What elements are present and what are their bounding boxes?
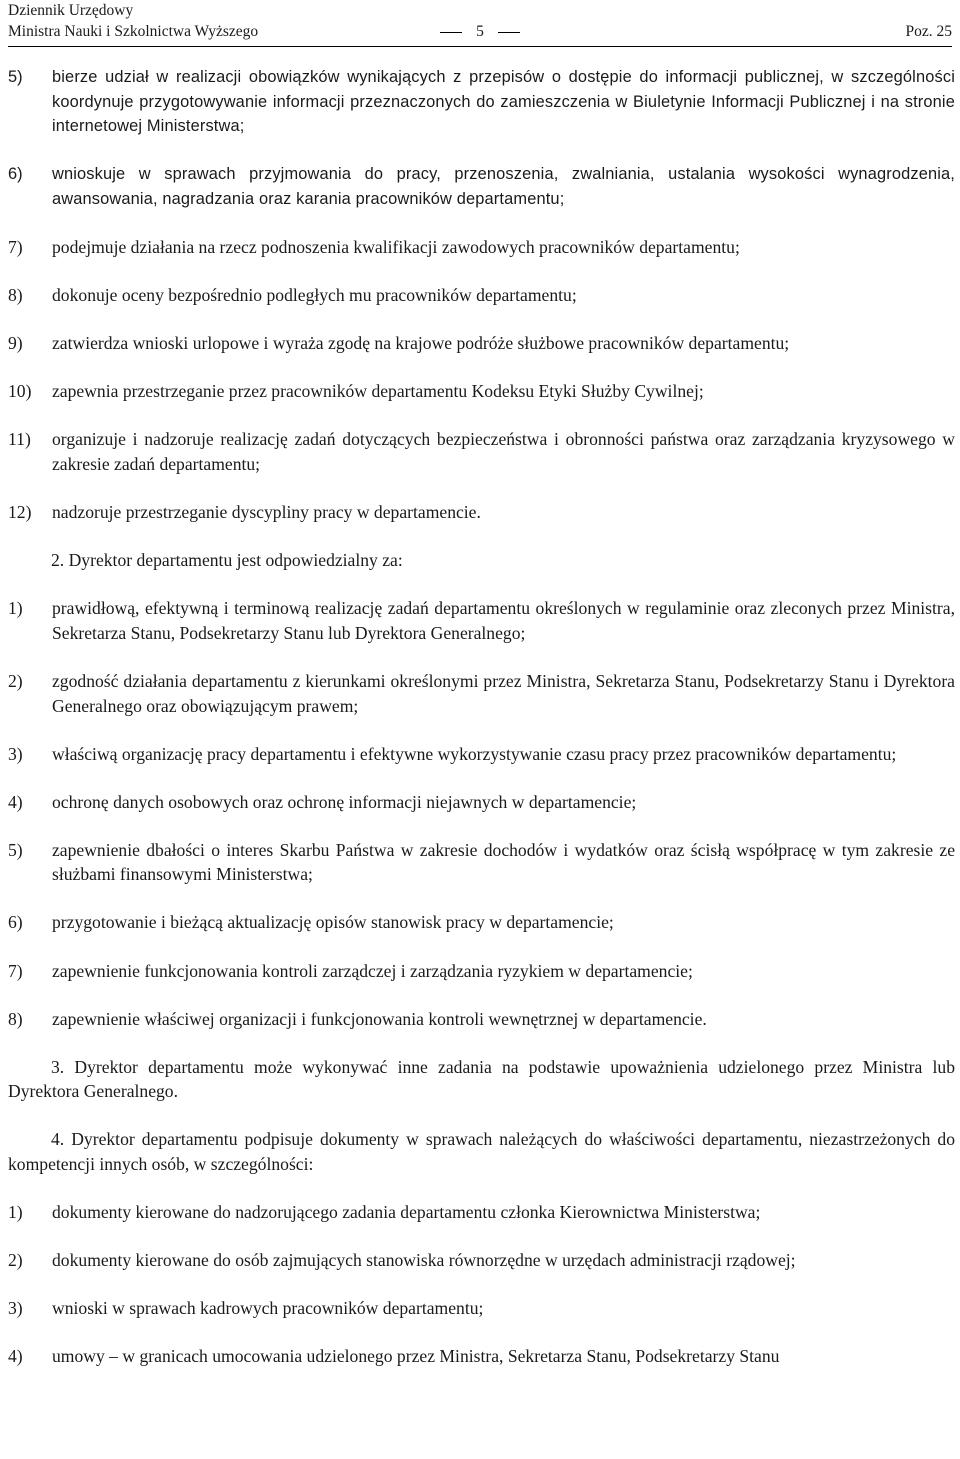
section-4-intro: 4. Dyrektor departamentu podpisuje dokumenty w sprawach należących do właściwości departamentu, niezastrzeżonych do kompetencji innych osób, w szczególności: — [8, 1129, 955, 1175]
list-item — [8, 1200, 955, 1225]
item-number: 3) — [8, 1298, 23, 1319]
item-number: 5) — [8, 839, 23, 860]
page-header — [8, 0, 952, 47]
list-item — [8, 790, 955, 815]
item-text: zapewnia przestrzeganie przez pracowników departamentu Kodeksu Etyki Służby Cywilnej; — [52, 381, 704, 402]
item-text: dokumenty kierowane do osób zajmujących stanowiska równorzędne w urzędach administracji rządowej; — [52, 1250, 796, 1271]
dash-left — [440, 32, 462, 33]
item-text: organizuje i nadzoruje realizację zadań dotyczących bezpieczeństwa i obronności państwa oraz zarządzania kryzysowego w zakresie zadań departamentu; — [52, 429, 955, 474]
item-number: 5) — [8, 68, 23, 86]
item-number: 8) — [8, 1008, 23, 1029]
item-number: 8) — [8, 285, 23, 306]
item-number: 11) — [8, 429, 31, 450]
item-text: przygotowanie i bieżącą aktualizację opisów stanowisk pracy w departamencie; — [52, 912, 614, 933]
item-number: 4) — [8, 791, 23, 812]
list-item — [8, 235, 955, 260]
page-number: 5 — [476, 23, 484, 40]
item-number: 2) — [8, 1250, 23, 1271]
item-number: 1) — [8, 598, 23, 619]
list-item — [8, 838, 955, 887]
item-number: 2) — [8, 670, 23, 691]
list-item — [8, 427, 955, 476]
list-item — [8, 910, 955, 935]
position-number: Poz. 25 — [905, 23, 952, 40]
dash-right — [498, 32, 520, 33]
list-item — [8, 1344, 955, 1369]
document-body — [8, 65, 955, 1393]
item-text: bierze udział w realizacji obowiązków wynikających z przepisów o dostępie do informacji publicznej, w szczególności koordynuje przygotowywanie informacji przeznaczonych do zamieszczenia w Biuletynie Informacji Publicznej i na stronie internetowej Ministerstwa; — [52, 68, 955, 136]
item-text: dokonuje oceny bezpośrednio podległych mu pracowników departamentu; — [52, 285, 577, 306]
list-item — [8, 959, 955, 984]
item-text: właściwą organizację pracy departamentu i efektywne wykorzystywanie czasu pracy przez pracowników departamentu; — [52, 743, 897, 764]
list-item — [8, 1248, 955, 1273]
list-item — [8, 742, 955, 767]
item-text: zapewnienie właściwej organizacji i funkcjonowania kontroli wewnętrznej w departamencie. — [52, 1008, 707, 1029]
page-number-block — [8, 22, 952, 41]
ministry-name: Ministra Nauki i Szkolnictwa Wyższego — [8, 23, 259, 40]
list-item — [8, 331, 955, 356]
item-number: 6) — [8, 165, 23, 184]
item-number: 10) — [8, 381, 32, 402]
item-text: zatwierdza wnioski urlopowe i wyraża zgodę na krajowe podróże służbowe pracowników departamentu; — [52, 333, 790, 354]
item-text: umowy – w granicach umocowania udzielonego przez Ministra, Sekretarza Stanu, Podsekretarzy Stanu — [52, 1346, 780, 1367]
list-item — [8, 669, 955, 718]
item-text: ochronę danych osobowych oraz ochronę informacji niejawnych w departamencie; — [52, 791, 637, 812]
item-text: zapewnienie funkcjonowania kontroli zarządczej i zarządzania ryzykiem w departamencie; — [52, 960, 693, 981]
item-number: 7) — [8, 960, 23, 981]
item-number: 7) — [8, 236, 23, 257]
item-text: prawidłową, efektywną i terminową realizację zadań departamentu określonych w regulaminie oraz zleconych przez Ministra, Sekretarza Stanu, Podsekretarzy Stanu lub Dyrektora Generalnego; — [52, 598, 955, 643]
item-text: dokumenty kierowane do nadzorującego zadania departamentu członka Kierownictwa Ministerstwa; — [52, 1202, 761, 1223]
item-text: nadzoruje przestrzeganie dyscypliny pracy w departamencie. — [52, 502, 481, 523]
item-number: 3) — [8, 743, 23, 764]
item-number: 12) — [8, 502, 32, 523]
section-2-intro: 2. Dyrektor departamentu jest odpowiedzialny za: — [51, 550, 403, 571]
list-item — [8, 283, 955, 308]
list-item — [8, 500, 955, 525]
item-text: wnioski w sprawach kadrowych pracowników departamentu; — [52, 1298, 484, 1319]
item-text: podejmuje działania na rzecz podnoszenia kwalifikacji zawodowych pracowników departamentu; — [52, 236, 740, 257]
list-item — [8, 596, 955, 645]
list-item — [8, 1007, 955, 1032]
item-number: 4) — [8, 1346, 23, 1367]
section-3-paragraph: 3. Dyrektor departamentu może wykonywać inne zadania na podstawie upoważnienia udzielonego przez Ministra lub Dyrektora Generalnego. — [8, 1056, 955, 1102]
journal-title: Dziennik Urzędowy — [8, 2, 134, 19]
list-item — [8, 379, 955, 404]
list-item — [8, 162, 955, 211]
item-number: 9) — [8, 333, 23, 354]
item-text: zgodność działania departamentu z kierunkami określonymi przez Ministra, Sekretarza Stanu, Podsekretarzy Stanu i Dyrektora Generalnego oraz obowiązującym prawem; — [52, 670, 955, 716]
list-item — [8, 65, 955, 139]
item-number: 1) — [8, 1202, 23, 1223]
item-number: 6) — [8, 912, 23, 933]
list-item — [8, 1296, 955, 1321]
item-text: zapewnienie dbałości o interes Skarbu Państwa w zakresie dochodów i wydatków oraz ścisłą współpracę w tym zakresie ze służbami finansowymi Ministerstwa; — [52, 839, 955, 885]
item-text: wnioskuje w sprawach przyjmowania do pracy, przenoszenia, zwalniania, ustalania wysokości wynagrodzenia, awansowania, nagradzania oraz karania pracowników departamentu; — [52, 165, 955, 208]
